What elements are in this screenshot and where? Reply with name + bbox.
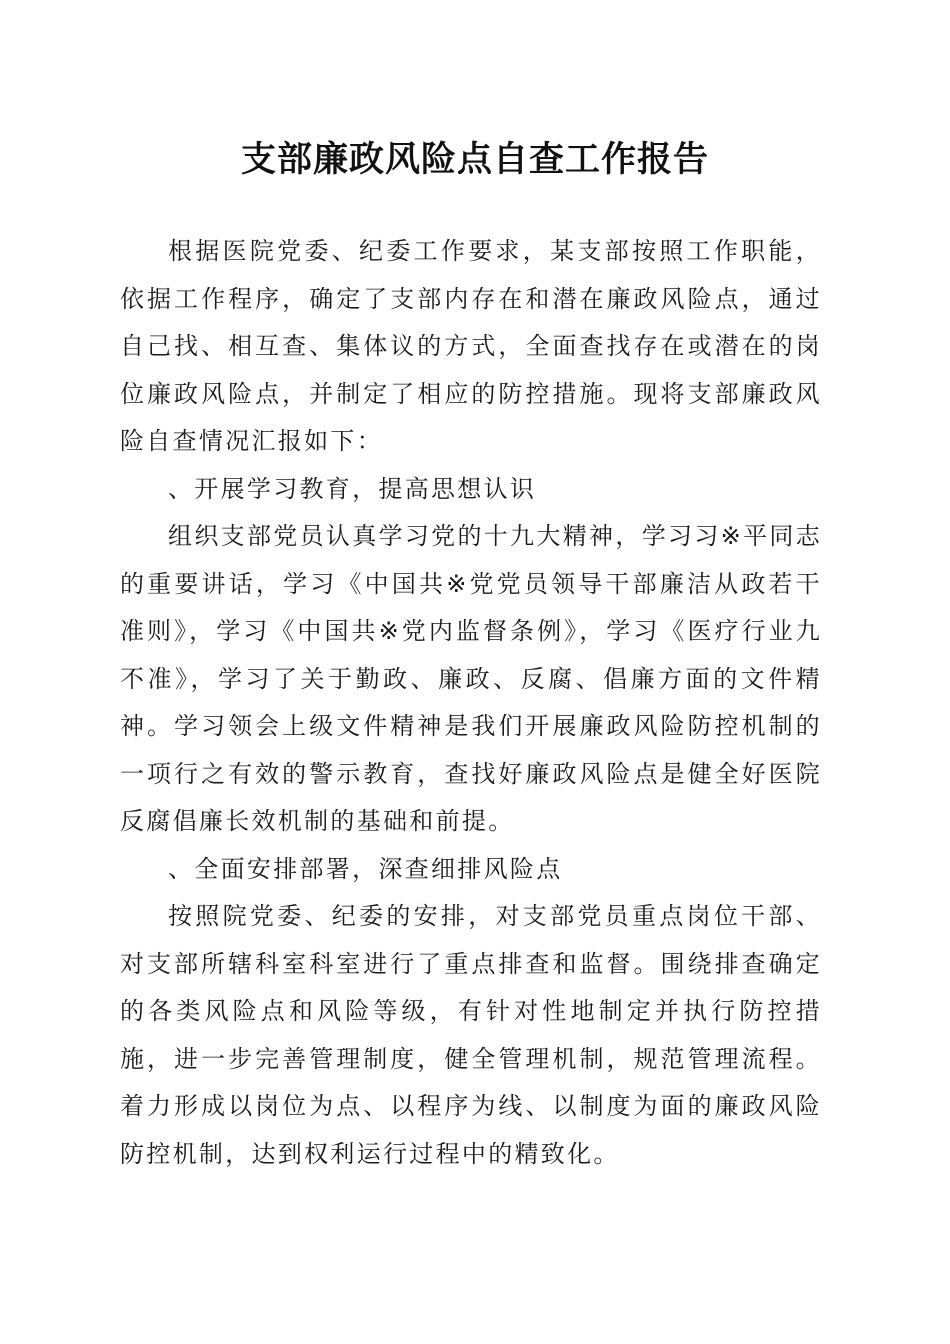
intro-paragraph: 根据医院党委、纪委工作要求，某支部按照工作职能，依据工作程序，确定了支部内存在和潜在廉政风险点，通过自己找、相互查、集体议的方式，全面查找存在或潜在的岗位廉政风险点，并制定了相应的防控措施。现将支部廉政风险自查情况汇报如下：	[120, 237, 822, 455]
section-2-paragraph: 按照院党委、纪委的安排，对支部党员重点岗位干部、对支部所辖科室科室进行了重点排查和监督。围绕排查确定的各类风险点和风险等级，有针对性地制定并执行防控措施，进一步完善管理制度，健全管理机制，规范管理流程。着力形成以岗位为点、以程序为线、以制度为面的廉政风险防控机制，达到权利运行过程中的精致化。	[120, 902, 822, 1168]
section-heading-2: 、全面安排部署，深查细排风险点	[168, 854, 563, 883]
document-title: 支部廉政风险点自查工作报告	[240, 139, 709, 180]
section-1-paragraph: 组织支部党员认真学习党的十九大精神，学习习※平同志的重要讲话，学习《中国共※党党员领导干部廉洁从政若干准则》，学习《中国共※党内监督条例》，学习《医疗行业九不准》，学习了关于勤政、廉政、反腐、倡廉方面的文件精神。学习领会上级文件精神是我们开展廉政风险防控机制的一项行之有效的警示教育，查找好廉政风险点是健全好医院反腐倡廉长效机制的基础和前提。	[120, 522, 822, 835]
section-heading-1: 、开展学习教育，提高思想认识	[168, 474, 537, 503]
document-body	[120, 228, 822, 1178]
